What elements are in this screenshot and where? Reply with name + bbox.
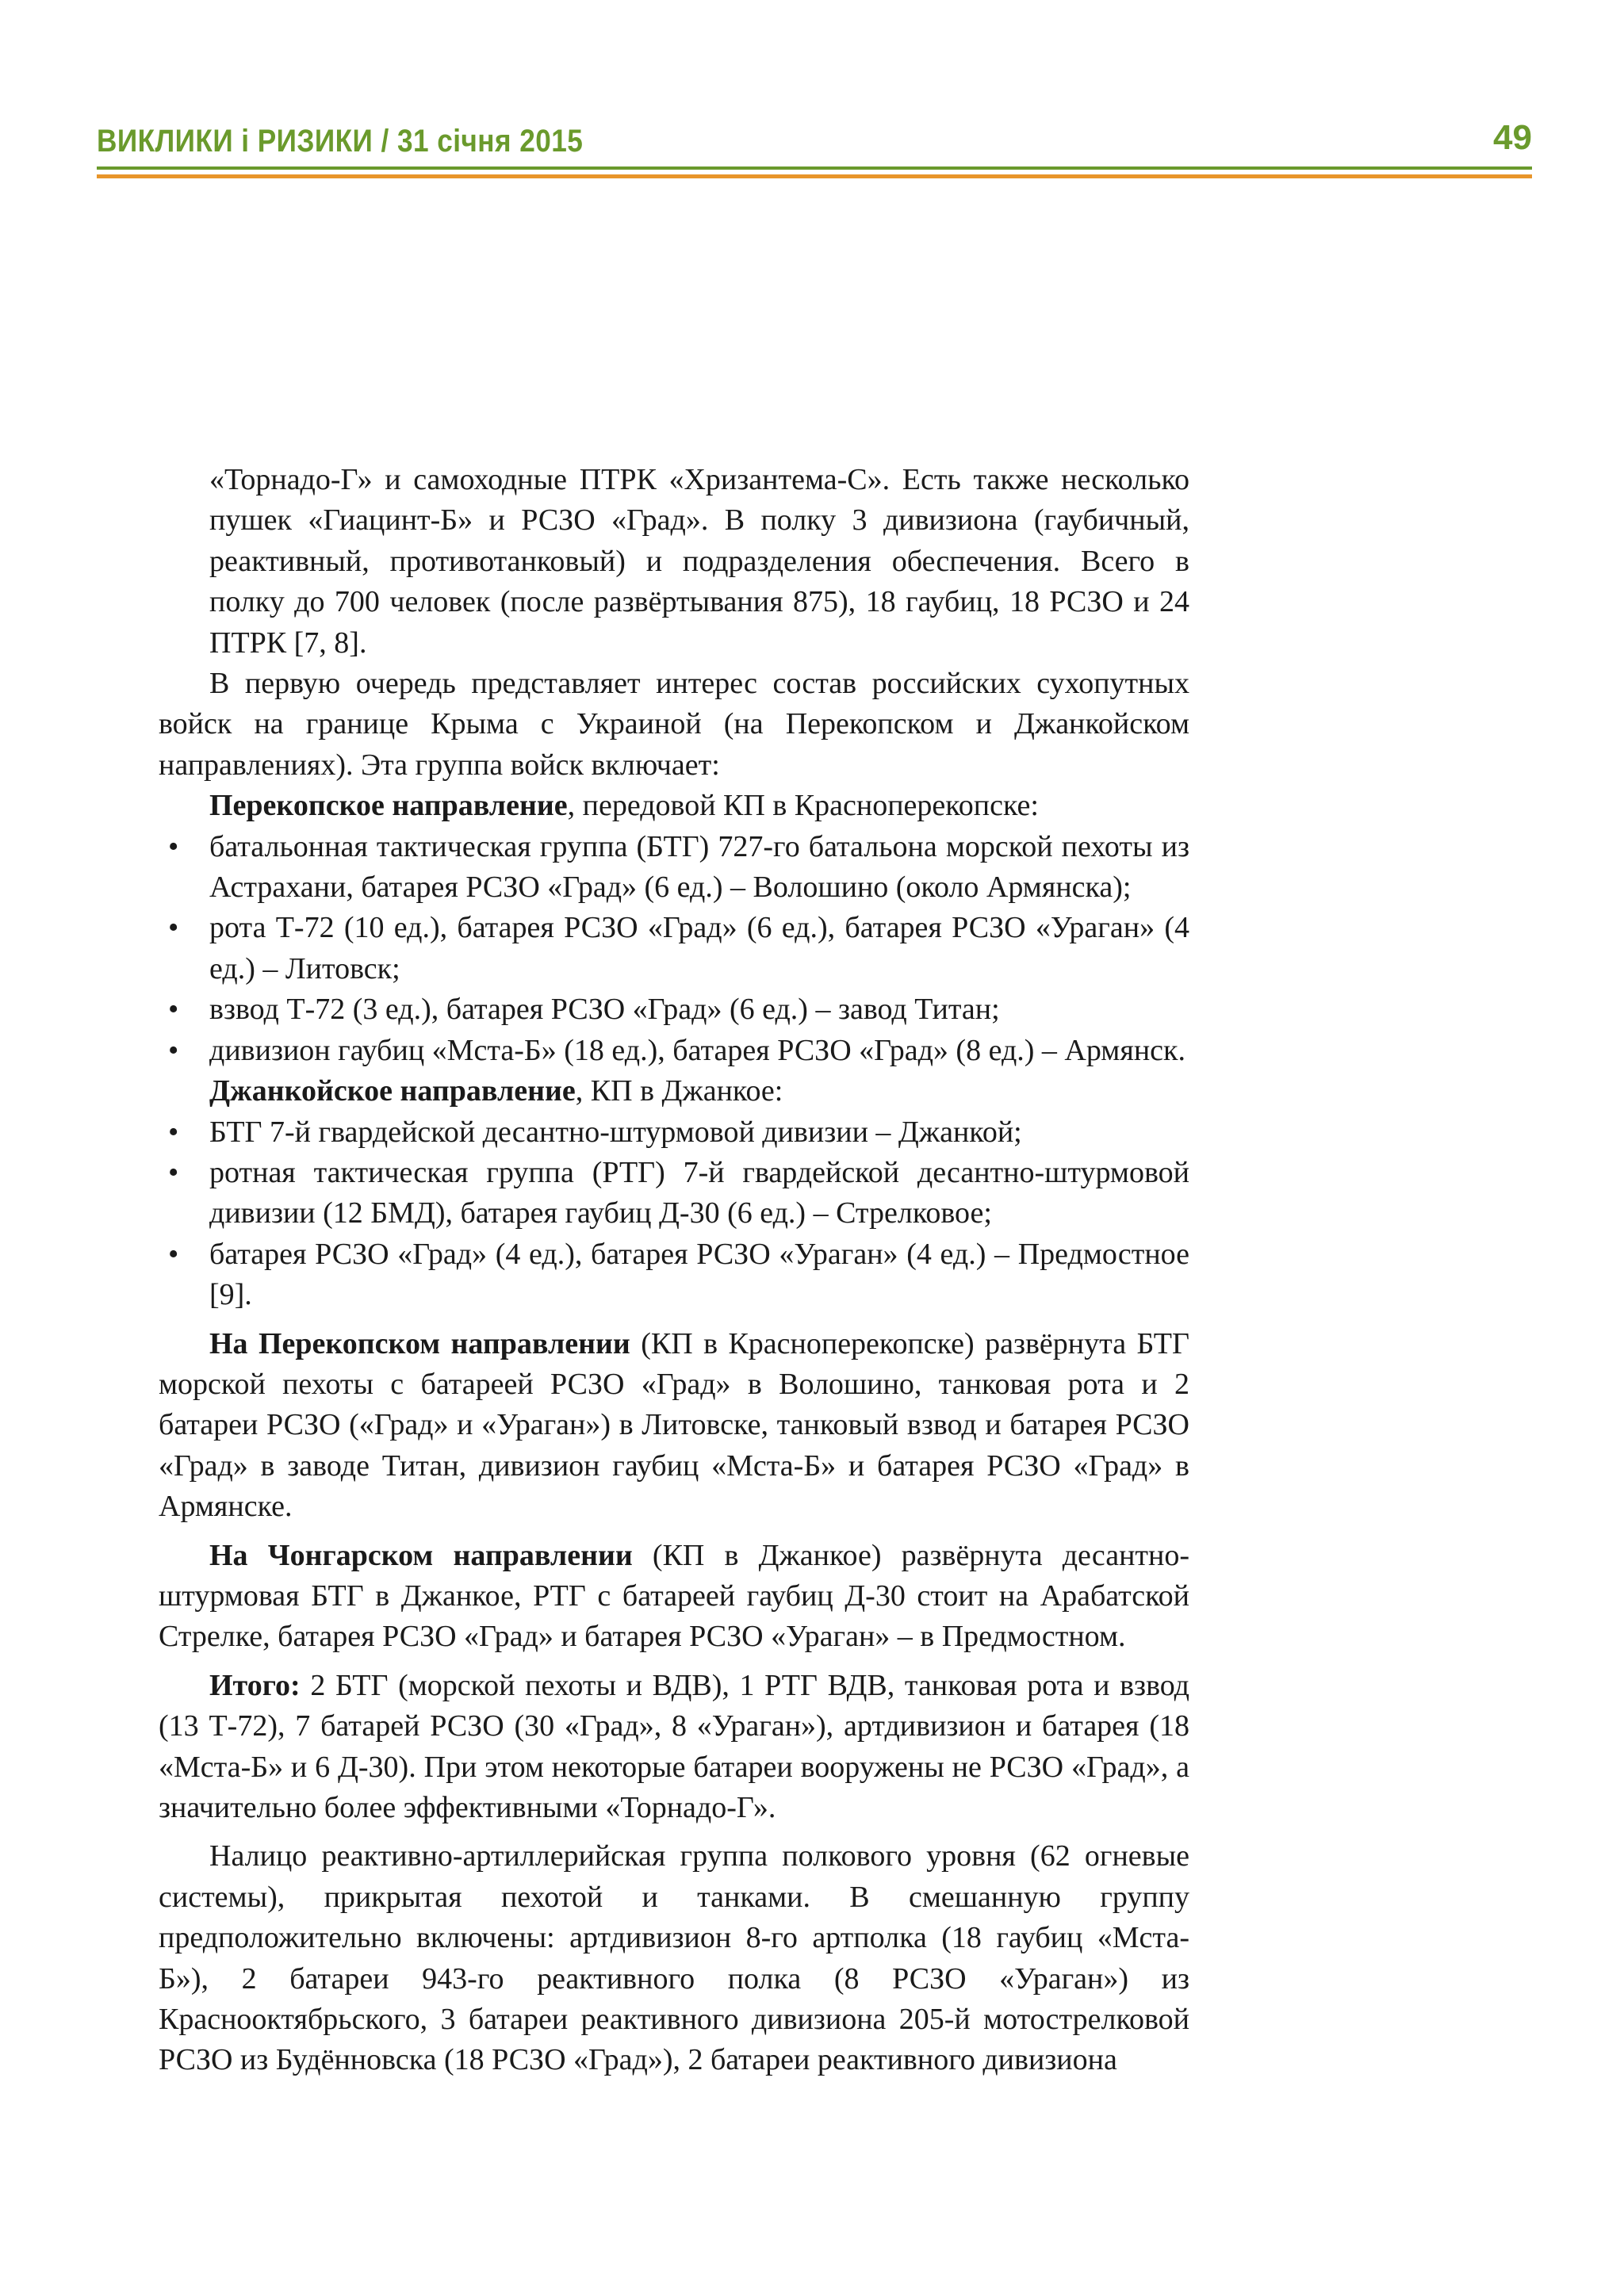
- perekop-list: [159, 827, 1189, 1071]
- paragraph-chongar-text: (КП в Джанкое) развёрнута десантно-штурмовая БТГ в Джанкое, РТГ с батареей гаубиц Д-30 стоит на Арабатской Стрелке, батарея РСЗО «Град» и батарея РСЗО «Ураган» – в Предмостном.: [159, 1538, 1190, 1654]
- paragraph-perekop-text: (КП в Красноперекопске) развёрнута БТГ морской пехоты с батареей РСЗО «Град» в Волошино, танковая рота и 2 батареи РСЗО («Град» и «Ураган») в Литовске, танковый взвод и батарея РСЗО «Град» в заводе Титан, дивизион гаубиц «Мста-Б» и батарея РСЗО «Град» в Армянске.: [159, 1326, 1189, 1524]
- perekop-heading: [159, 786, 1189, 826]
- bullet-icon: •: [168, 993, 179, 1027]
- paragraph-total-text: 2 БТГ (морской пехоты и ВДВ), 1 РТГ ВДВ, танковая рота и взвод (13 Т-72), 7 батарей РСЗО (30 «Град», 8 «Ураган»), артдивизион и батарея (18 «Мста-Б» и 6 Д-30). При этом некоторые батареи вооружены не РСЗО «Град», а значительно более эффективными «Торнадо-Г».: [159, 1668, 1189, 1824]
- dzhankoy-heading-rest: , КП в Джанкое:: [575, 1074, 783, 1108]
- paragraph-perekop-bold: На Перекопском направлении: [209, 1326, 630, 1360]
- paragraph-chongar-summary: [159, 1536, 1189, 1658]
- list-item: [159, 908, 1189, 989]
- bullet-icon: •: [168, 829, 179, 863]
- paragraph-group: Налицо реактивно-артиллерийская группа полкового уровня (62 огневые системы), прикрытая пехотой и танками. В смешанную группу предположительно включены: артдивизион 8-го артполка (18 гаубиц «Мста-Б»), 2 батареи 943-го реактивного полка (8 РСЗО «Ураган») из Краснооктябрьского, 3 батареи реактивного дивизиона 205-й мотострелковой РСЗО из Будённовска (18 РСЗО «Град»), 2 батареи реактивного дивизиона: [159, 1839, 1189, 2077]
- perekop-heading-rest: , передовой КП в Красноперекопске:: [567, 789, 1039, 823]
- paragraph-continuation: «Торнадо-Г» и самоходные ПТРК «Хризантема-С». Есть также несколько пушек «Гиацинт-Б» и РСЗО «Град». В полку 3 дивизиона (гаубичный, реактивный, противотанковый) и подразделения обеспечения. Всего в полку до 700 человек (после развёртывания 875), 18 гаубиц, 18 РСЗО и 24 ПТРК [7, 8].: [209, 463, 1189, 660]
- list-item: [159, 1112, 1189, 1153]
- paragraph-intro-text: В первую очередь представляет интерес состав российских сухопутных войск на границе Крыма с Украиной (на Перекопском и Джанкойском направлениях). Эта группа войск включает:: [159, 667, 1189, 782]
- paragraph-total-bold: Итого:: [209, 1668, 301, 1702]
- dzhankoy-heading-bold: Джанкойское направление: [209, 1074, 576, 1108]
- header-rule-orange: [97, 174, 1532, 178]
- perekop-heading-bold: Перекопское направление: [209, 789, 568, 823]
- list-item: [159, 827, 1189, 909]
- list-item-text: взвод Т-72 (3 ед.), батарея РСЗО «Град» (6 ед.) – завод Титан;: [209, 993, 1000, 1027]
- list-item-text: батарея РСЗО «Град» (4 ед.), батарея РСЗО «Ураган» (4 ед.) – Предмостное [9].: [209, 1237, 1189, 1312]
- paragraph-perekop-summary: [159, 1324, 1189, 1528]
- bullet-icon: •: [168, 911, 179, 945]
- bullet-icon: •: [168, 1033, 179, 1067]
- list-item: [159, 1153, 1189, 1234]
- list-item-text: батальонная тактическая группа (БТГ) 727-го батальона морской пехоты из Астрахани, батарея РСЗО «Град» (6 ед.) – Волошино (около Армянска);: [209, 829, 1189, 905]
- bullet-icon: •: [168, 1155, 179, 1189]
- list-item-text: дивизион гаубиц «Мста-Б» (18 ед.), батарея РСЗО «Град» (8 ед.) – Армянск.: [209, 1033, 1185, 1067]
- running-header-title: ВИКЛИКИ і РИЗИКИ / 31 січня 2015: [97, 124, 584, 159]
- list-item: [159, 1031, 1189, 1071]
- list-item-text: БТГ 7-й гвардейской десантно-штурмовой дивизии – Джанкой;: [209, 1115, 1022, 1149]
- list-item-text: ротная тактическая группа (РТГ) 7-й гвардейской десантно-штурмовой дивизии (12 БМД), батарея гаубиц Д-30 (6 ед.) – Стрелковое;: [209, 1155, 1189, 1230]
- page-number: 49: [1493, 118, 1532, 157]
- article-body: [159, 460, 1189, 2081]
- list-item: [159, 989, 1189, 1030]
- dzhankoy-heading: [159, 1071, 1189, 1112]
- bullet-icon: •: [168, 1115, 179, 1149]
- paragraph-intro: [159, 664, 1189, 786]
- dzhankoy-list: [159, 1112, 1189, 1316]
- paragraph-total: [159, 1666, 1189, 1829]
- list-item-text: рота Т-72 (10 ед.), батарея РСЗО «Град» (6 ед.), батарея РСЗО «Ураган» (4 ед.) – Литовск;: [209, 911, 1189, 985]
- paragraph-chongar-bold: На Чонгарском направлении: [209, 1538, 633, 1572]
- bullet-icon: •: [168, 1237, 179, 1271]
- list-item: [159, 1234, 1189, 1316]
- header-rule-green: [97, 166, 1532, 170]
